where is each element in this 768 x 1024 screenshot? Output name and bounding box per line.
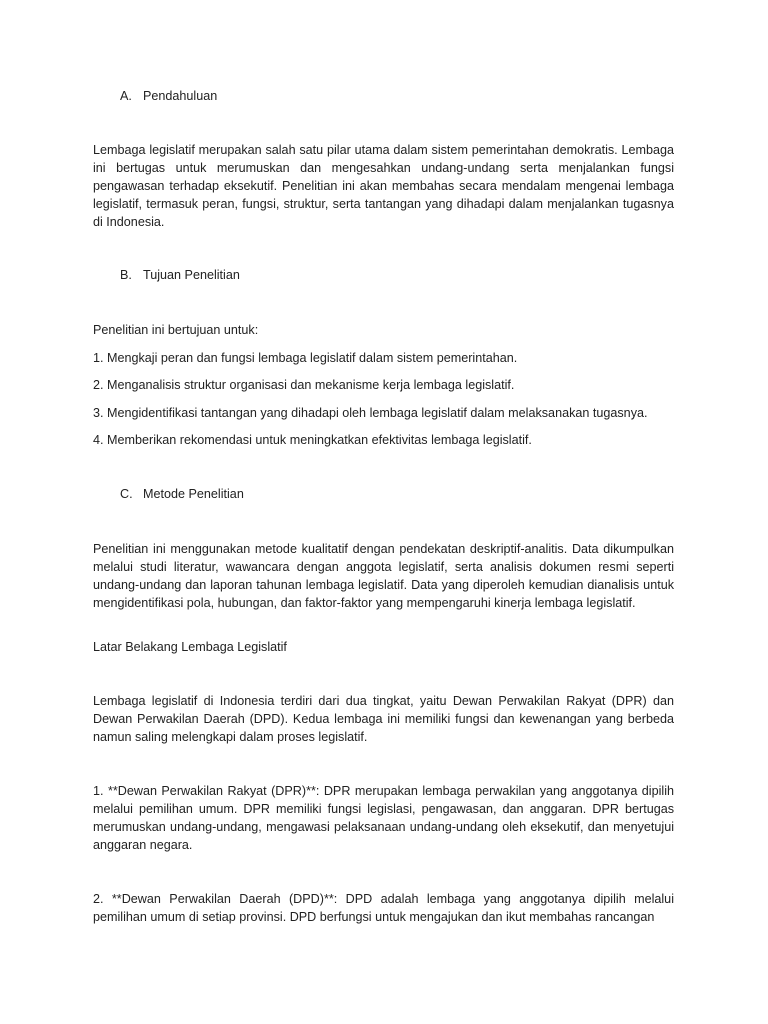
section-marker: B. [120, 268, 132, 282]
objective-item: 2. Menganalisis struktur organisasi dan mekanisme kerja lembaga legislatif. [93, 378, 515, 392]
method-paragraph: Penelitian ini menggunakan metode kualitatif dengan pendekatan deskriptif-analitis. Data dikumpulkan melalui studi literatur, wawancara dengan anggota legislatif, serta analisis dokumen resmi seperti undang-undang dan laporan tahunan lembaga legislatif. Data yang diperoleh kemudian dianalisis untuk mengidentifikasi pola, hubungan, dan faktor-faktor yang mempengaruhi kinerja lembaga legislatif. [93, 542, 674, 610]
section-heading-tujuan-penelitian [120, 266, 240, 284]
section-title: Pendahuluan [143, 89, 218, 103]
objective-item: 4. Memberikan rekomendasi untuk meningkatkan efektivitas lembaga legislatif. [93, 433, 532, 447]
section-title: Metode Penelitian [143, 487, 244, 501]
section-heading-pendahuluan [120, 87, 217, 105]
section-marker: A. [120, 89, 132, 103]
objective-item: 1. Mengkaji peran dan fungsi lembaga legislatif dalam sistem pemerintahan. [93, 351, 518, 365]
objectives-intro: Penelitian ini bertujuan untuk: [93, 323, 259, 337]
intro-paragraph: Lembaga legislatif merupakan salah satu pilar utama dalam sistem pemerintahan demokratis. Lembaga ini bertugas untuk merumuskan dan mengesahkan undang-undang serta menjalankan fungsi pengawasan terhadap eksekutif. Penelitian ini akan membahas secara mendalam mengenai lembaga legislatif, termasuk peran, fungsi, struktur, serta tantangan yang dihadapi dalam menjalankan tugasnya di Indonesia. [93, 143, 674, 229]
background-paragraph: Lembaga legislatif di Indonesia terdiri dari dua tingkat, yaitu Dewan Perwakilan Rakyat (DPR) dan Dewan Perwakilan Daerah (DPD). Kedua lembaga ini memiliki fungsi dan kewenangan yang berbeda namun saling melengkapi dalam proses legislatif. [93, 694, 674, 744]
objective-item: 3. Mengidentifikasi tantangan yang dihadapi oleh lembaga legislatif dalam melaksanakan tugasnya. [93, 406, 648, 420]
dpd-paragraph: 2. **Dewan Perwakilan Daerah (DPD)**: DPD adalah lembaga yang anggotanya dipilih melalui pemilihan umum di setiap provinsi. DPD berfungsi untuk mengajukan dan ikut membahas rancangan [93, 892, 674, 924]
background-title: Latar Belakang Lembaga Legislatif [93, 640, 287, 654]
section-heading-metode-penelitian [120, 485, 244, 503]
dpr-paragraph: 1. **Dewan Perwakilan Rakyat (DPR)**: DPR merupakan lembaga perwakilan yang anggotanya dipilih melalui pemilihan umum. DPR memiliki fungsi legislasi, pengawasan, dan anggaran. DPR bertugas merumuskan undang-undang, mengawasi pelaksanaan undang-undang oleh eksekutif, dan menyetujui anggaran negara. [93, 784, 674, 852]
section-marker: C. [120, 487, 133, 501]
section-title: Tujuan Penelitian [143, 268, 240, 282]
